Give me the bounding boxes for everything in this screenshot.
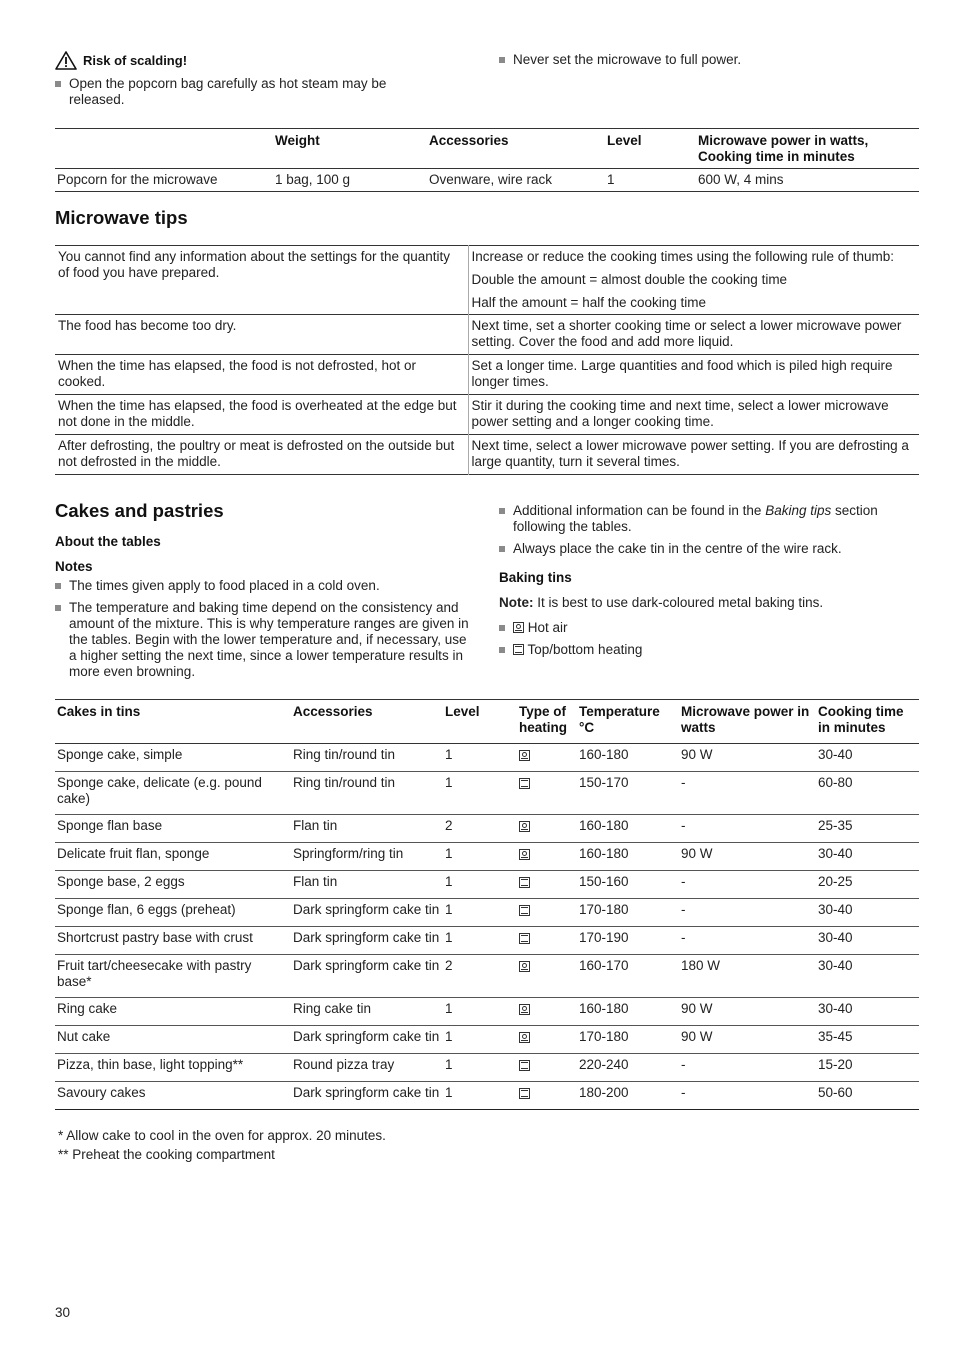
accessories-cell: Dark springform cake tin (293, 1029, 440, 1044)
time-cell: 30-40 (818, 1001, 853, 1016)
time-cell: 25-35 (818, 818, 853, 833)
cakes-header-power: Microwave power in watts (681, 704, 810, 735)
time-cell: 30-40 (818, 930, 853, 945)
cakes-intro-left (55, 500, 471, 686)
footnote: * Allow cake to cool in the oven for approx. 20 minutes. (58, 1128, 386, 1143)
table-row (55, 435, 919, 475)
power-cell: 90 W (681, 846, 713, 861)
temperature-cell: 150-170 (579, 775, 629, 790)
cake-name-cell: Sponge flan base (57, 818, 163, 833)
level-cell: 1 (445, 775, 453, 790)
power-cell: 90 W (681, 1001, 713, 1016)
about-tables-heading: About the tables (55, 534, 161, 549)
tip-solution (468, 246, 919, 315)
table-row (55, 998, 919, 1026)
temperature-cell: 170-180 (579, 1029, 629, 1044)
temperature-cell: 160-170 (579, 958, 629, 973)
power-cell: - (681, 1057, 686, 1072)
page-number: 30 (55, 1305, 71, 1320)
popcorn-header-level: Level (607, 133, 642, 148)
tip-solution-line: Double the amount = almost double the cooking time (471, 272, 788, 287)
warning-bullet: Open the popcorn bag carefully as hot steam may be released. (55, 76, 435, 108)
table-row (55, 169, 919, 192)
table-row (55, 899, 919, 927)
temperature-cell: 180-200 (579, 1085, 629, 1100)
accessories-cell: Ring tin/round tin (293, 747, 396, 762)
power-cell: - (681, 1085, 686, 1100)
tip-solution: Next time, set a shorter cooking time or select a lower microwave power setting. Cover the food and add more liquid. (471, 318, 902, 349)
reference-text: Additional information can be found in the (513, 503, 762, 518)
heating-type-cell (517, 744, 577, 772)
top-bottom-heating-icon (519, 1088, 530, 1099)
power-cell: 180 W (681, 958, 721, 973)
hot-air-icon (519, 750, 530, 761)
warning-title: Risk of scalding! (83, 52, 188, 68)
accessories-cell: Flan tin (293, 874, 338, 889)
popcorn-header-accessories: Accessories (429, 133, 509, 148)
note-item: The times given apply to food placed in a cold oven. (55, 578, 471, 594)
cakes-header-time: Cooking time in minutes (818, 704, 904, 735)
baking-tips-reference (499, 503, 919, 535)
cakes-header-name: Cakes in tins (57, 704, 141, 719)
top-bottom-heating-icon (519, 778, 530, 789)
popcorn-cell-level: 1 (607, 172, 615, 187)
cakes-header-heating: Type of heating (519, 704, 568, 735)
reference-text: section following the tables. (513, 503, 878, 534)
level-cell: 1 (445, 930, 453, 945)
power-cell: - (681, 874, 686, 889)
table-row (55, 315, 919, 355)
table-row (55, 871, 919, 899)
popcorn-header-0 (55, 129, 273, 169)
table-row (55, 955, 919, 998)
time-cell: 15-20 (818, 1057, 853, 1072)
accessories-cell: Ring tin/round tin (293, 775, 396, 790)
accessories-cell: Dark springform cake tin (293, 930, 440, 945)
temperature-cell: 150-160 (579, 874, 629, 889)
accessories-cell: Springform/ring tin (293, 846, 404, 861)
table-row (55, 355, 919, 395)
cake-name-cell: Delicate fruit flan, sponge (57, 846, 210, 861)
top-bottom-heating-icon (513, 644, 524, 655)
cake-name-cell: Ring cake (57, 1001, 118, 1016)
level-cell: 2 (445, 818, 453, 833)
hot-air-icon (513, 622, 524, 633)
cake-name-cell: Sponge cake, delicate (e.g. pound cake) (57, 775, 262, 806)
time-cell: 30-40 (818, 846, 853, 861)
cakes-heading: Cakes and pastries (55, 500, 224, 521)
footnote: ** Preheat the cooking compartment (58, 1147, 275, 1162)
hot-air-icon (519, 961, 530, 972)
accessories-cell: Round pizza tray (293, 1057, 395, 1072)
popcorn-table (55, 128, 919, 192)
footnotes (58, 1128, 758, 1163)
level-cell: 1 (445, 874, 453, 889)
legend-label: Top/bottom heating (527, 642, 643, 657)
power-cell: - (681, 930, 686, 945)
right-warning-bullet: Never set the microwave to full power. (499, 52, 919, 68)
power-cell: 90 W (681, 1029, 713, 1044)
temperature-cell: 220-240 (579, 1057, 629, 1072)
cake-name-cell: Sponge cake, simple (57, 747, 183, 762)
table-row (55, 1054, 919, 1082)
table-row (55, 395, 919, 435)
accessories-cell: Ring cake tin (293, 1001, 372, 1016)
cakes-intro-right (499, 503, 919, 664)
popcorn-header-power: Microwave power in watts, Cooking time in minutes (698, 133, 869, 164)
cake-name-cell: Shortcrust pastry base with crust (57, 930, 253, 945)
hot-air-icon (519, 1004, 530, 1015)
tip-solution: Next time, select a lower microwave power setting. If you are defrosting a large quantity, turn it several times. (471, 438, 909, 469)
warning-triangle-icon (55, 51, 77, 70)
level-cell: 1 (445, 1057, 453, 1072)
microwave-tips-table (55, 245, 919, 475)
power-cell: - (681, 818, 686, 833)
tip-problem: The food has become too dry. (55, 315, 468, 355)
time-cell: 30-40 (818, 902, 853, 917)
accessories-cell: Dark springform cake tin (293, 902, 440, 917)
cake-name-cell: Sponge base, 2 eggs (57, 874, 185, 889)
time-cell: 30-40 (818, 747, 853, 762)
cake-name-cell: Nut cake (57, 1029, 111, 1044)
popcorn-cell-power: 600 W, 4 mins (698, 172, 784, 187)
table-row (55, 843, 919, 871)
legend-label: Hot air (527, 620, 568, 635)
temperature-cell: 160-180 (579, 1001, 629, 1016)
heating-type-cell (517, 998, 577, 1026)
level-cell: 1 (445, 1001, 453, 1016)
tip-problem: When the time has elapsed, the food is not defrosted, hot or cooked. (55, 355, 468, 395)
tip-problem: After defrosting, the poultry or meat is defrosted on the outside but not defrosted in the middle. (55, 435, 468, 475)
heating-type-cell (517, 1026, 577, 1054)
level-cell: 1 (445, 1029, 453, 1044)
time-cell: 30-40 (818, 958, 853, 973)
time-cell: 20-25 (818, 874, 853, 889)
time-cell: 50-60 (818, 1085, 853, 1100)
level-cell: 1 (445, 902, 453, 917)
table-row (55, 744, 919, 772)
heating-type-cell (517, 815, 577, 843)
accessories-cell: Dark springform cake tin (293, 1085, 440, 1100)
microwave-tips-heading: Microwave tips (55, 207, 188, 228)
tip-solution: Set a longer time. Large quantities and food which is piled high require longer times. (471, 358, 893, 389)
level-cell: 2 (445, 958, 453, 973)
heating-type-cell (517, 1054, 577, 1082)
hot-air-icon (519, 821, 530, 832)
note-label: Note: (499, 595, 534, 610)
accessories-cell: Flan tin (293, 818, 338, 833)
table-row (55, 1026, 919, 1054)
popcorn-cell-accessories: Ovenware, wire rack (429, 172, 553, 187)
top-bottom-heating-icon (519, 877, 530, 888)
temperature-cell: 160-180 (579, 846, 629, 861)
cakes-header-level: Level (445, 704, 480, 719)
top-bottom-heating-icon (519, 1060, 530, 1071)
table-row (55, 815, 919, 843)
note-item: The temperature and baking time depend on the consistency and amount of the mixture. This is why temperature ranges are given in the tables. Begin with the lower temperature and, if necessary, use a higher setting the next time, since a lower temperature results in more even browning. (55, 600, 471, 680)
notes-heading: Notes (55, 559, 93, 574)
tip-solution-line: Increase or reduce the cooking times using the following rule of thumb: (471, 249, 894, 264)
baking-tips-link[interactable]: Baking tips (765, 503, 832, 518)
tip-solution-line: Half the amount = half the cooking time (471, 295, 707, 310)
power-cell: - (681, 902, 686, 917)
heating-type-cell (517, 843, 577, 871)
cake-name-cell: Sponge flan, 6 eggs (preheat) (57, 902, 236, 917)
baking-tins-heading: Baking tins (499, 570, 572, 585)
popcorn-header-weight: Weight (275, 133, 320, 148)
tip-problem: When the time has elapsed, the food is overheated at the edge but not done in the middle. (55, 395, 468, 435)
heating-type-cell (517, 955, 577, 998)
cake-name-cell: Fruit tart/cheesecake with pastry base* (57, 958, 252, 989)
tip-solution: Stir it during the cooking time and next time, select a lower microwave power setting and a longer cooking time. (471, 398, 889, 429)
hot-air-icon (519, 1032, 530, 1043)
table-row (55, 1082, 919, 1110)
cakes-header-temperature: Temperature °C (579, 704, 660, 735)
heating-type-cell (517, 871, 577, 899)
power-cell: 90 W (681, 747, 713, 762)
popcorn-cell-food: Popcorn for the microwave (57, 172, 218, 187)
top-bottom-heating-icon (519, 905, 530, 916)
top-bottom-heating-icon (519, 933, 530, 944)
time-cell: 35-45 (818, 1029, 853, 1044)
scalding-warning (55, 51, 435, 114)
level-cell: 1 (445, 1085, 453, 1100)
legend-hot-air (499, 620, 919, 636)
temperature-cell: 160-180 (579, 747, 629, 762)
cake-name-cell: Pizza, thin base, light topping** (57, 1057, 244, 1072)
hot-air-icon (519, 849, 530, 860)
baking-tins-note (499, 595, 919, 611)
table-row (55, 772, 919, 815)
heating-type-cell (517, 772, 577, 815)
table-row (55, 927, 919, 955)
cakes-header-accessories: Accessories (293, 704, 373, 719)
table-row (55, 246, 919, 315)
temperature-cell: 160-180 (579, 818, 629, 833)
heating-type-cell (517, 927, 577, 955)
legend-top-bottom (499, 642, 919, 658)
cake-name-cell: Savoury cakes (57, 1085, 146, 1100)
power-cell: - (681, 775, 686, 790)
level-cell: 1 (445, 747, 453, 762)
level-cell: 1 (445, 846, 453, 861)
accessories-cell: Dark springform cake tin (293, 958, 440, 973)
temperature-cell: 170-180 (579, 902, 629, 917)
microwave-power-warning (499, 52, 919, 74)
note-text: It is best to use dark-coloured metal baking tins. (537, 595, 824, 610)
cake-tin-placement: Always place the cake tin in the centre of the wire rack. (499, 541, 919, 557)
heating-type-cell (517, 1082, 577, 1110)
popcorn-cell-weight: 1 bag, 100 g (275, 172, 351, 187)
time-cell: 60-80 (818, 775, 853, 790)
temperature-cell: 170-190 (579, 930, 629, 945)
cakes-table (55, 699, 919, 1110)
heating-type-cell (517, 899, 577, 927)
tip-problem: You cannot find any information about the settings for the quantity of food you have prepared. (55, 246, 468, 315)
